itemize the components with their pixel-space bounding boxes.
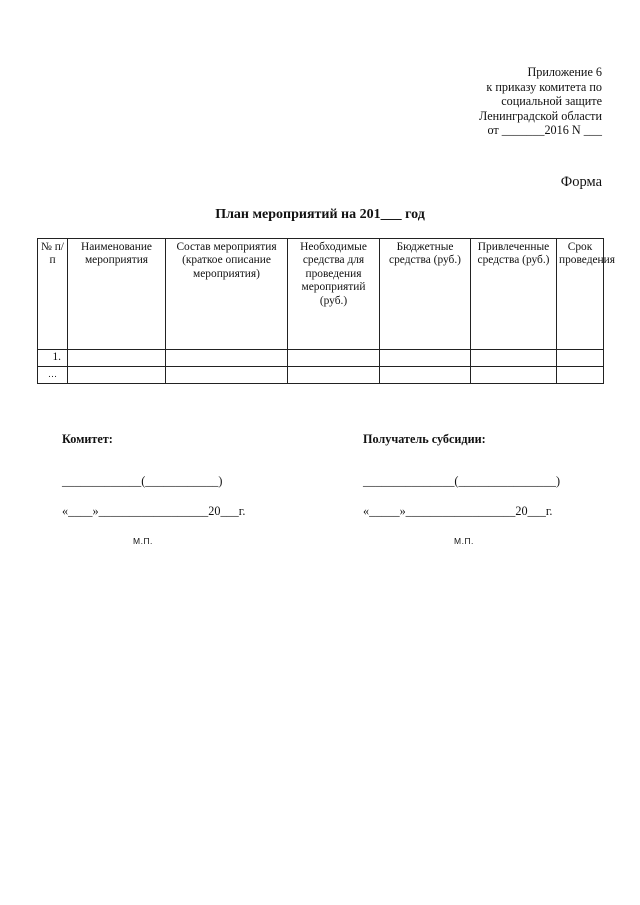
recipient-label: Получатель субсидии: <box>363 432 486 446</box>
table-cell <box>380 350 471 367</box>
committee-label: Комитет: <box>62 432 113 446</box>
document-title: План мероприятий на 201___ год <box>215 207 425 222</box>
column-header-attracted-funds: Привлеченные средства (руб.) <box>471 239 557 350</box>
table-cell: 1. <box>38 350 68 367</box>
column-header-name: Наименование мероприятия <box>68 239 166 350</box>
table-cell <box>380 367 471 384</box>
table-cell <box>288 350 380 367</box>
appendix-block <box>382 65 602 138</box>
table-row <box>38 350 604 367</box>
table-cell <box>288 367 380 384</box>
appendix-line: к приказу комитета по <box>486 79 602 94</box>
committee-signature-line: _____________(____________) <box>62 474 223 488</box>
table-cell <box>557 367 604 384</box>
appendix-line: от _______2016 N ___ <box>487 123 602 138</box>
table-row <box>38 367 604 384</box>
recipient-stamp-place: М.П. <box>454 536 474 546</box>
appendix-line: социальной защите <box>501 94 602 109</box>
table-cell <box>68 367 166 384</box>
table-cell <box>557 350 604 367</box>
column-header-budget-funds: Бюджетные средства (руб.) <box>380 239 471 350</box>
recipient-signature-line: _______________(________________) <box>363 474 561 488</box>
recipient-date-line: «_____»__________________20___г. <box>363 504 553 518</box>
table-cell <box>68 350 166 367</box>
plan-table <box>37 238 615 384</box>
column-header-term: Срок проведения <box>557 239 604 350</box>
table-cell <box>471 367 557 384</box>
column-header-required-funds: Необходимые средства для проведения мероприятий (руб.) <box>288 239 380 350</box>
appendix-line: Приложение 6 <box>527 65 602 79</box>
appendix-line: Ленинградской области <box>479 108 602 123</box>
form-label: Форма <box>560 174 602 190</box>
column-header-composition: Состав мероприятия (краткое описание мероприятия) <box>166 239 288 350</box>
table-cell <box>166 367 288 384</box>
table-cell: … <box>38 367 68 384</box>
column-header-number: № п/п <box>38 239 68 350</box>
committee-date-line: «____»__________________20___г. <box>62 504 246 518</box>
table-header-row <box>38 239 604 350</box>
table-cell <box>471 350 557 367</box>
table-cell <box>166 350 288 367</box>
committee-stamp-place: М.П. <box>133 536 153 546</box>
